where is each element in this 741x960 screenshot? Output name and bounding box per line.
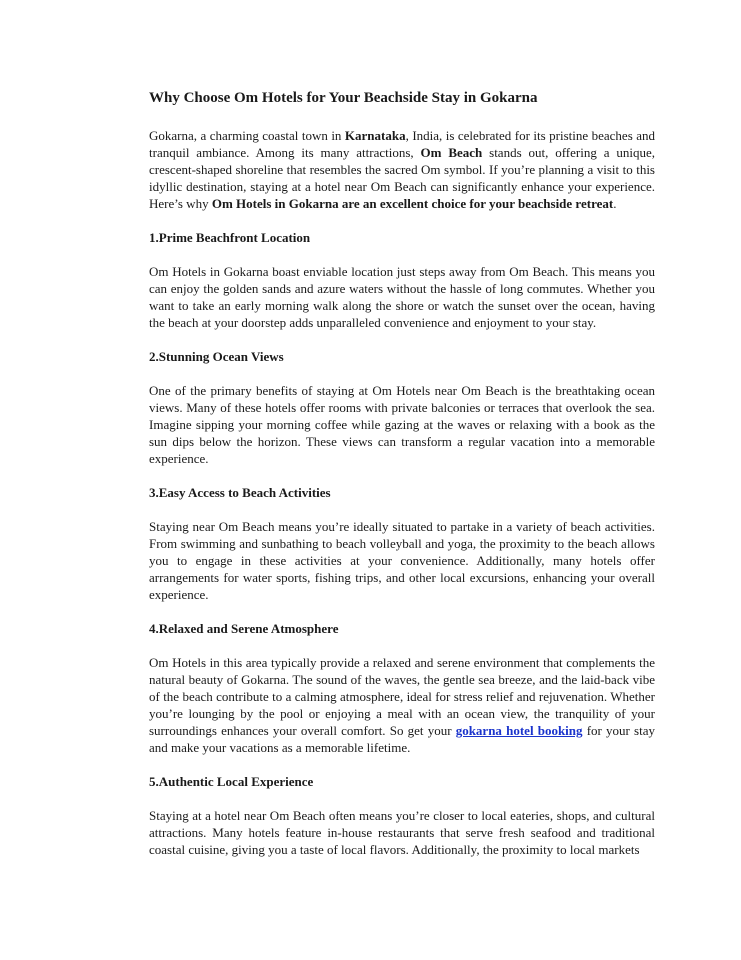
intro-text: , India, is celebrated for its pristine beaches and tranquil ambiance. Among its many attractions, <box>149 128 655 160</box>
intro-bold-choice: Om Hotels in Gokarna are an excellent choice for your beachside retreat <box>211 196 614 211</box>
document-page <box>149 88 655 858</box>
intro-text: Gokarna, a charming coastal town in <box>149 128 345 143</box>
section-paragraph-ocean-views: One of the primary benefits of staying at Om Hotels near Om Beach is the breathtaking ocean views. Many of these hotels offer rooms with private balconies or terraces that overlook the sea. Imagine sipping your morning coffee while gazing at the waves or relaxing with a book as the sun dips below the horizon. These views can transform a regular vacation into a memorable experience. <box>149 383 655 466</box>
section-heading-beach-activities: 3.Easy Access to Beach Activities <box>149 485 331 500</box>
section-paragraph-local-experience: Staying at a hotel near Om Beach often means you’re closer to local eateries, shops, and cultural attractions. Many hotels feature in-house restaurants that serve fresh seafood and traditional coastal cuisine, giving you a taste of local flavors. Additionally, the proximity to local markets <box>149 808 655 857</box>
section-heading-prime-location: 1.Prime Beachfront Location <box>149 230 311 245</box>
section-heading-serene-atmosphere: 4.Relaxed and Serene Atmosphere <box>149 621 339 636</box>
section-text: Om Hotels in this area typically provide a relaxed and serene environment that complements the natural beauty of Gokarna. The sound of the waves, the gentle sea breeze, and the laid-back vibe of the beach contribute to a calming atmosphere, ideal for stress relief and rejuvenation. Whether you’re lounging by the pool or enjoying a meal with an ocean view, the tranquility of your surroundings enhances your overall comfort. So get your <box>149 655 655 738</box>
page-title: Why Choose Om Hotels for Your Beachside Stay in Gokarna <box>149 90 538 106</box>
intro-text: . <box>613 196 617 211</box>
section-paragraph-beach-activities: Staying near Om Beach means you’re ideally situated to partake in a variety of beach activities. From swimming and sunbathing to beach volleyball and yoga, the proximity to the beach allows you to engage in these activities at your convenience. Additionally, many hotels offer arrangements for water sports, fishing trips, and other local excursions, enhancing your overall experience. <box>149 519 655 602</box>
section-heading-local-experience: 5.Authentic Local Experience <box>149 774 314 789</box>
section-paragraph-prime-location: Om Hotels in Gokarna boast enviable location just steps away from Om Beach. This means you can enjoy the golden sands and azure waters without the hassle of long commutes. Whether you want to take an early morning walk along the shore or watch the sunset over the ocean, having the beach at your doorstep adds unparalleled convenience and enjoyment to your stay. <box>149 264 655 330</box>
section-text: for your stay and make your vacations as a memorable lifetime. <box>149 723 655 755</box>
section-paragraph-serene-atmosphere <box>149 654 655 756</box>
intro-paragraph <box>149 127 655 212</box>
intro-bold-om-beach: Om Beach <box>420 145 483 160</box>
hotel-booking-link[interactable]: gokarna hotel booking <box>455 723 583 738</box>
intro-text: stands out, offering a unique, crescent-shaped shoreline that resembles the sacred Om symbol. If you’re planning a visit to this idyllic destination, staying at a hotel near Om Beach can significantly enhance your experience. Here’s why <box>149 145 655 211</box>
intro-bold-karnataka: Karnataka <box>344 128 406 143</box>
section-heading-ocean-views: 2.Stunning Ocean Views <box>149 349 284 364</box>
